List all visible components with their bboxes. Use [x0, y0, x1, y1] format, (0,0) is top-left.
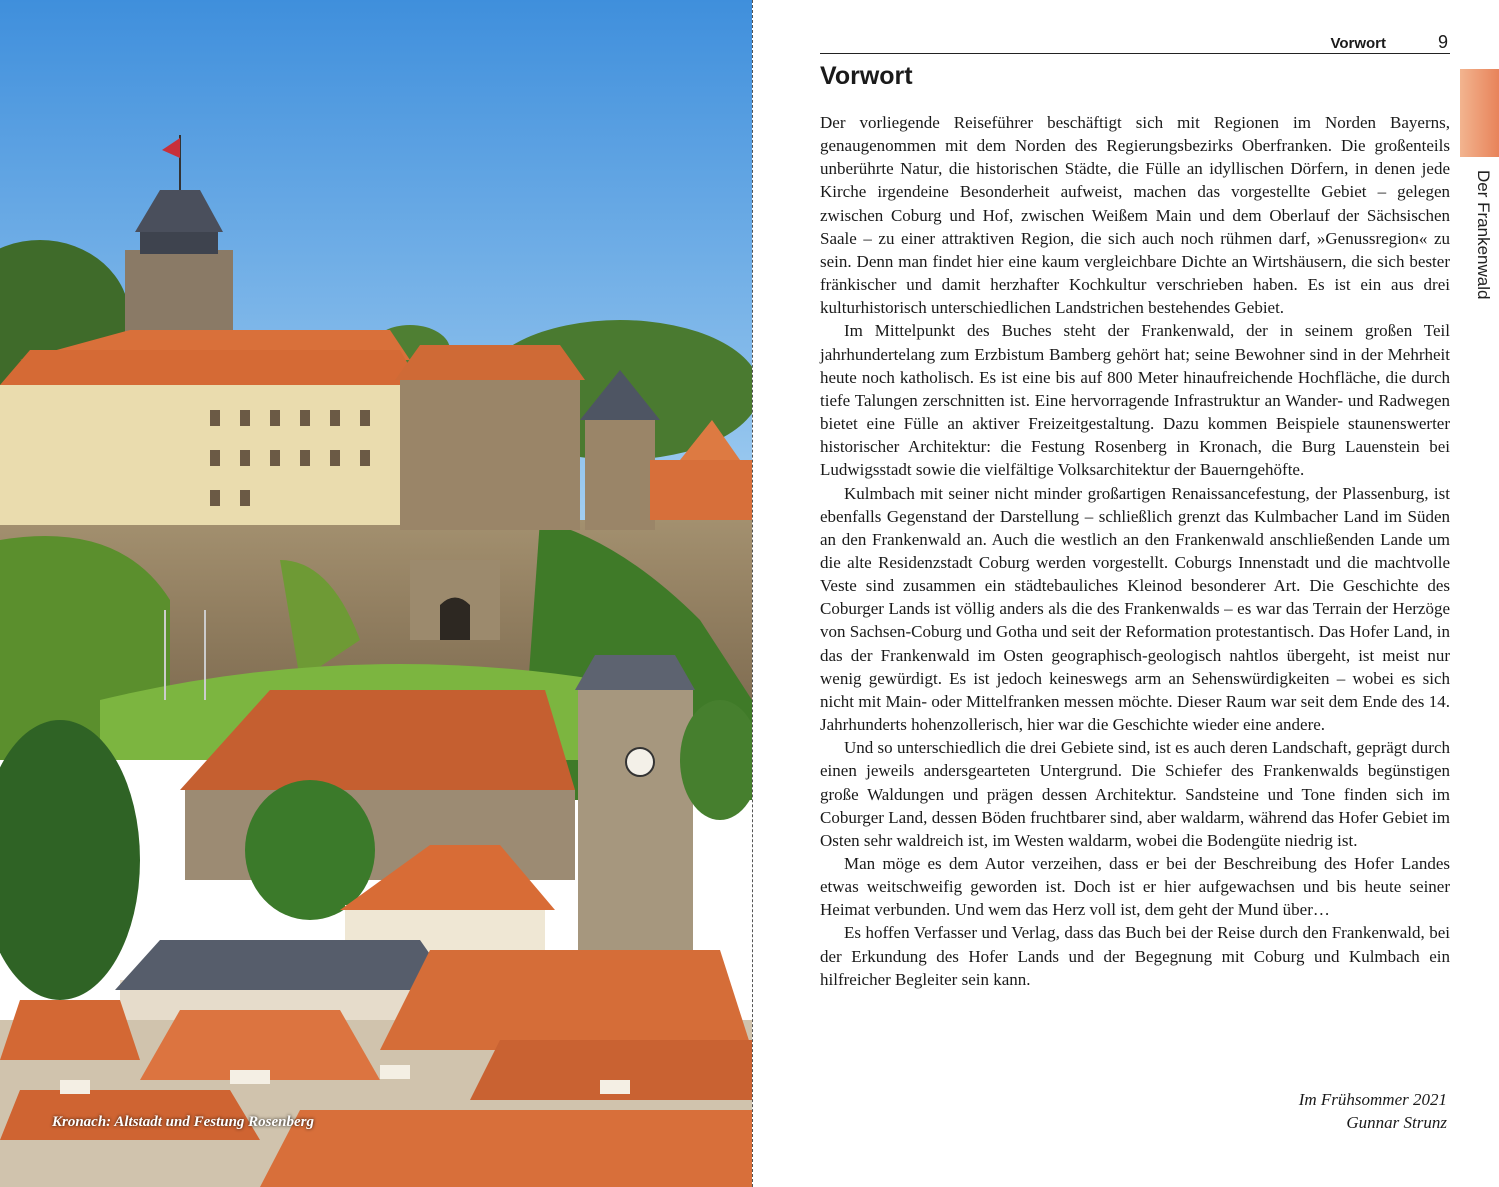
text-page: [753, 0, 1499, 1187]
running-head: [820, 32, 1450, 54]
paragraph: Und so unterschiedlich die drei Gebiete sind, ist es auch deren Landschaft, geprägt durch einen jeweils andersgearteten Untergrund. Die Schiefer des Frankenwalds begünstigen große Waldungen und prägen dessen Architektur. Sandsteine und Tone finden sich im Coburger Land, dessen Böden fruchtbarer sind, aber waldarm, während das Hofer Gebiet im Osten sehr waldreich ist, im Westen waldarm, wobei die Bodengüte niedrig ist.: [820, 738, 1450, 850]
paragraph: Es hoffen Verfasser und Verlag, dass das Buch bei der Reise durch den Frankenwald, bei der Erkundung des Hofer Lands und der Begegnung mit Coburg und Kulmbach ein hilfreicher Begleiter sein kann.: [820, 923, 1450, 989]
signature-date: Im Frühsommer 2021: [1298, 1090, 1447, 1109]
paragraph: Im Mittelpunkt des Buches steht der Frankenwald, der in seinem großen Teil jahrhundertelang zum Erzbistum Bamberg gehört hat; seine Bewohner sind in der Mehrheit heute noch katholisch. Es ist eine bis auf 800 Meter hinaufreichende Hochfläche, die durch tiefe Talungen zerschnitten ist. Eine hervorragende Infrastruktur an Wander- und Radwegen bietet eine Fülle an aktiver Freizeitgestaltung. Dazu kommen Beispiele staunenswerter historischer Architektur: die Festung Rosenberg in Kronach, die Burg Lauenstein bei Ludwigsstadt sowie die vielfältige Volksarchitektur der Bauerngehöfte.: [820, 321, 1450, 480]
chapter-title: Vorwort: [820, 62, 913, 90]
thumb-tab: [1460, 69, 1499, 157]
signature: [1299, 1088, 1447, 1134]
side-section-label: Der Frankenwald: [1474, 170, 1493, 300]
photo-caption: Kronach: Altstadt und Festung Rosenberg: [52, 1114, 315, 1130]
paragraph: Man möge es dem Autor verzeihen, dass er bei der Beschreibung des Hofer Landes etwas weitschweifig geworden ist. Doch ist er hier aufgewachsen und bis heute seiner Heimat verbunden. Und wem das Herz voll ist, dem geht der Mund über…: [820, 854, 1450, 920]
paragraph: Der vorliegende Reiseführer beschäftigt sich mit Regionen im Norden Bayerns, genaugenommen mit dem Norden des Regierungsbezirks Oberfranken. Die großenteils unberührte Natur, die historischen Städte, die Fülle an idyllischen Dörfern, in denen jede Kirche irgendeine Besonderheit aufweist, machen das vorgestellte Gebiet – gelegen zwischen Coburg und Hof, zwischen Weißem Main und dem Oberlauf der Sächsischen Saale – zu einer attraktiven Region, die sich auch noch rühmen darf, »Genussregion« zu sein. Denn man findet hier eine kaum vergleichbare Dichte an Wirtshäusern, die sich bester fränkischer und damit herzhafter Kochkultur verschrieben haben. Es ist ein aus drei kulturhistorisch unterschiedlichen Landstrichen bestehendes Gebiet.: [820, 113, 1450, 318]
paragraph: Kulmbach mit seiner nicht minder großartigen Renaissancefestung, der Plassenburg, ist ebenfalls Gegenstand der Darstellung – schließlich grenzt das Kulmbacher Land im Süden an den Frankenwald an. Auch die westlich an den Frankenwald anschließenden Lande um die alte Residenzstadt Coburg werden vorgestellt. Coburgs Innenstadt und die machtvolle Veste sind zusammen ein städtebauliches Kleinod besonderer Art. Die Geschichte des Coburger Lands ist völlig anders als die des Frankenwalds – es war das Terrain der Herzöge von Sachsen-Coburg und Gotha und seit der Reformation protestantisch. Das Hofer Land, in das der Frankenwald im Osten geographisch-geologisch nahtlos übergeht, ist meist nur wenig gewürdigt. Es ist jedoch keineswegs arm an Sehenswürdigkeiten – wobei es sich nicht mit Main- oder Mittelfranken messen möchte. Dieser Raum war seit dem Ende des 14. Jahrhunderts hohenzollerisch, hier war die Geschichte wieder eine andere.: [820, 483, 1450, 735]
page-number: 9: [1437, 32, 1448, 52]
signature-author: Gunnar Strunz: [1346, 1113, 1447, 1132]
body-text: [820, 111, 1450, 991]
running-head-title: Vorwort: [1330, 35, 1386, 52]
